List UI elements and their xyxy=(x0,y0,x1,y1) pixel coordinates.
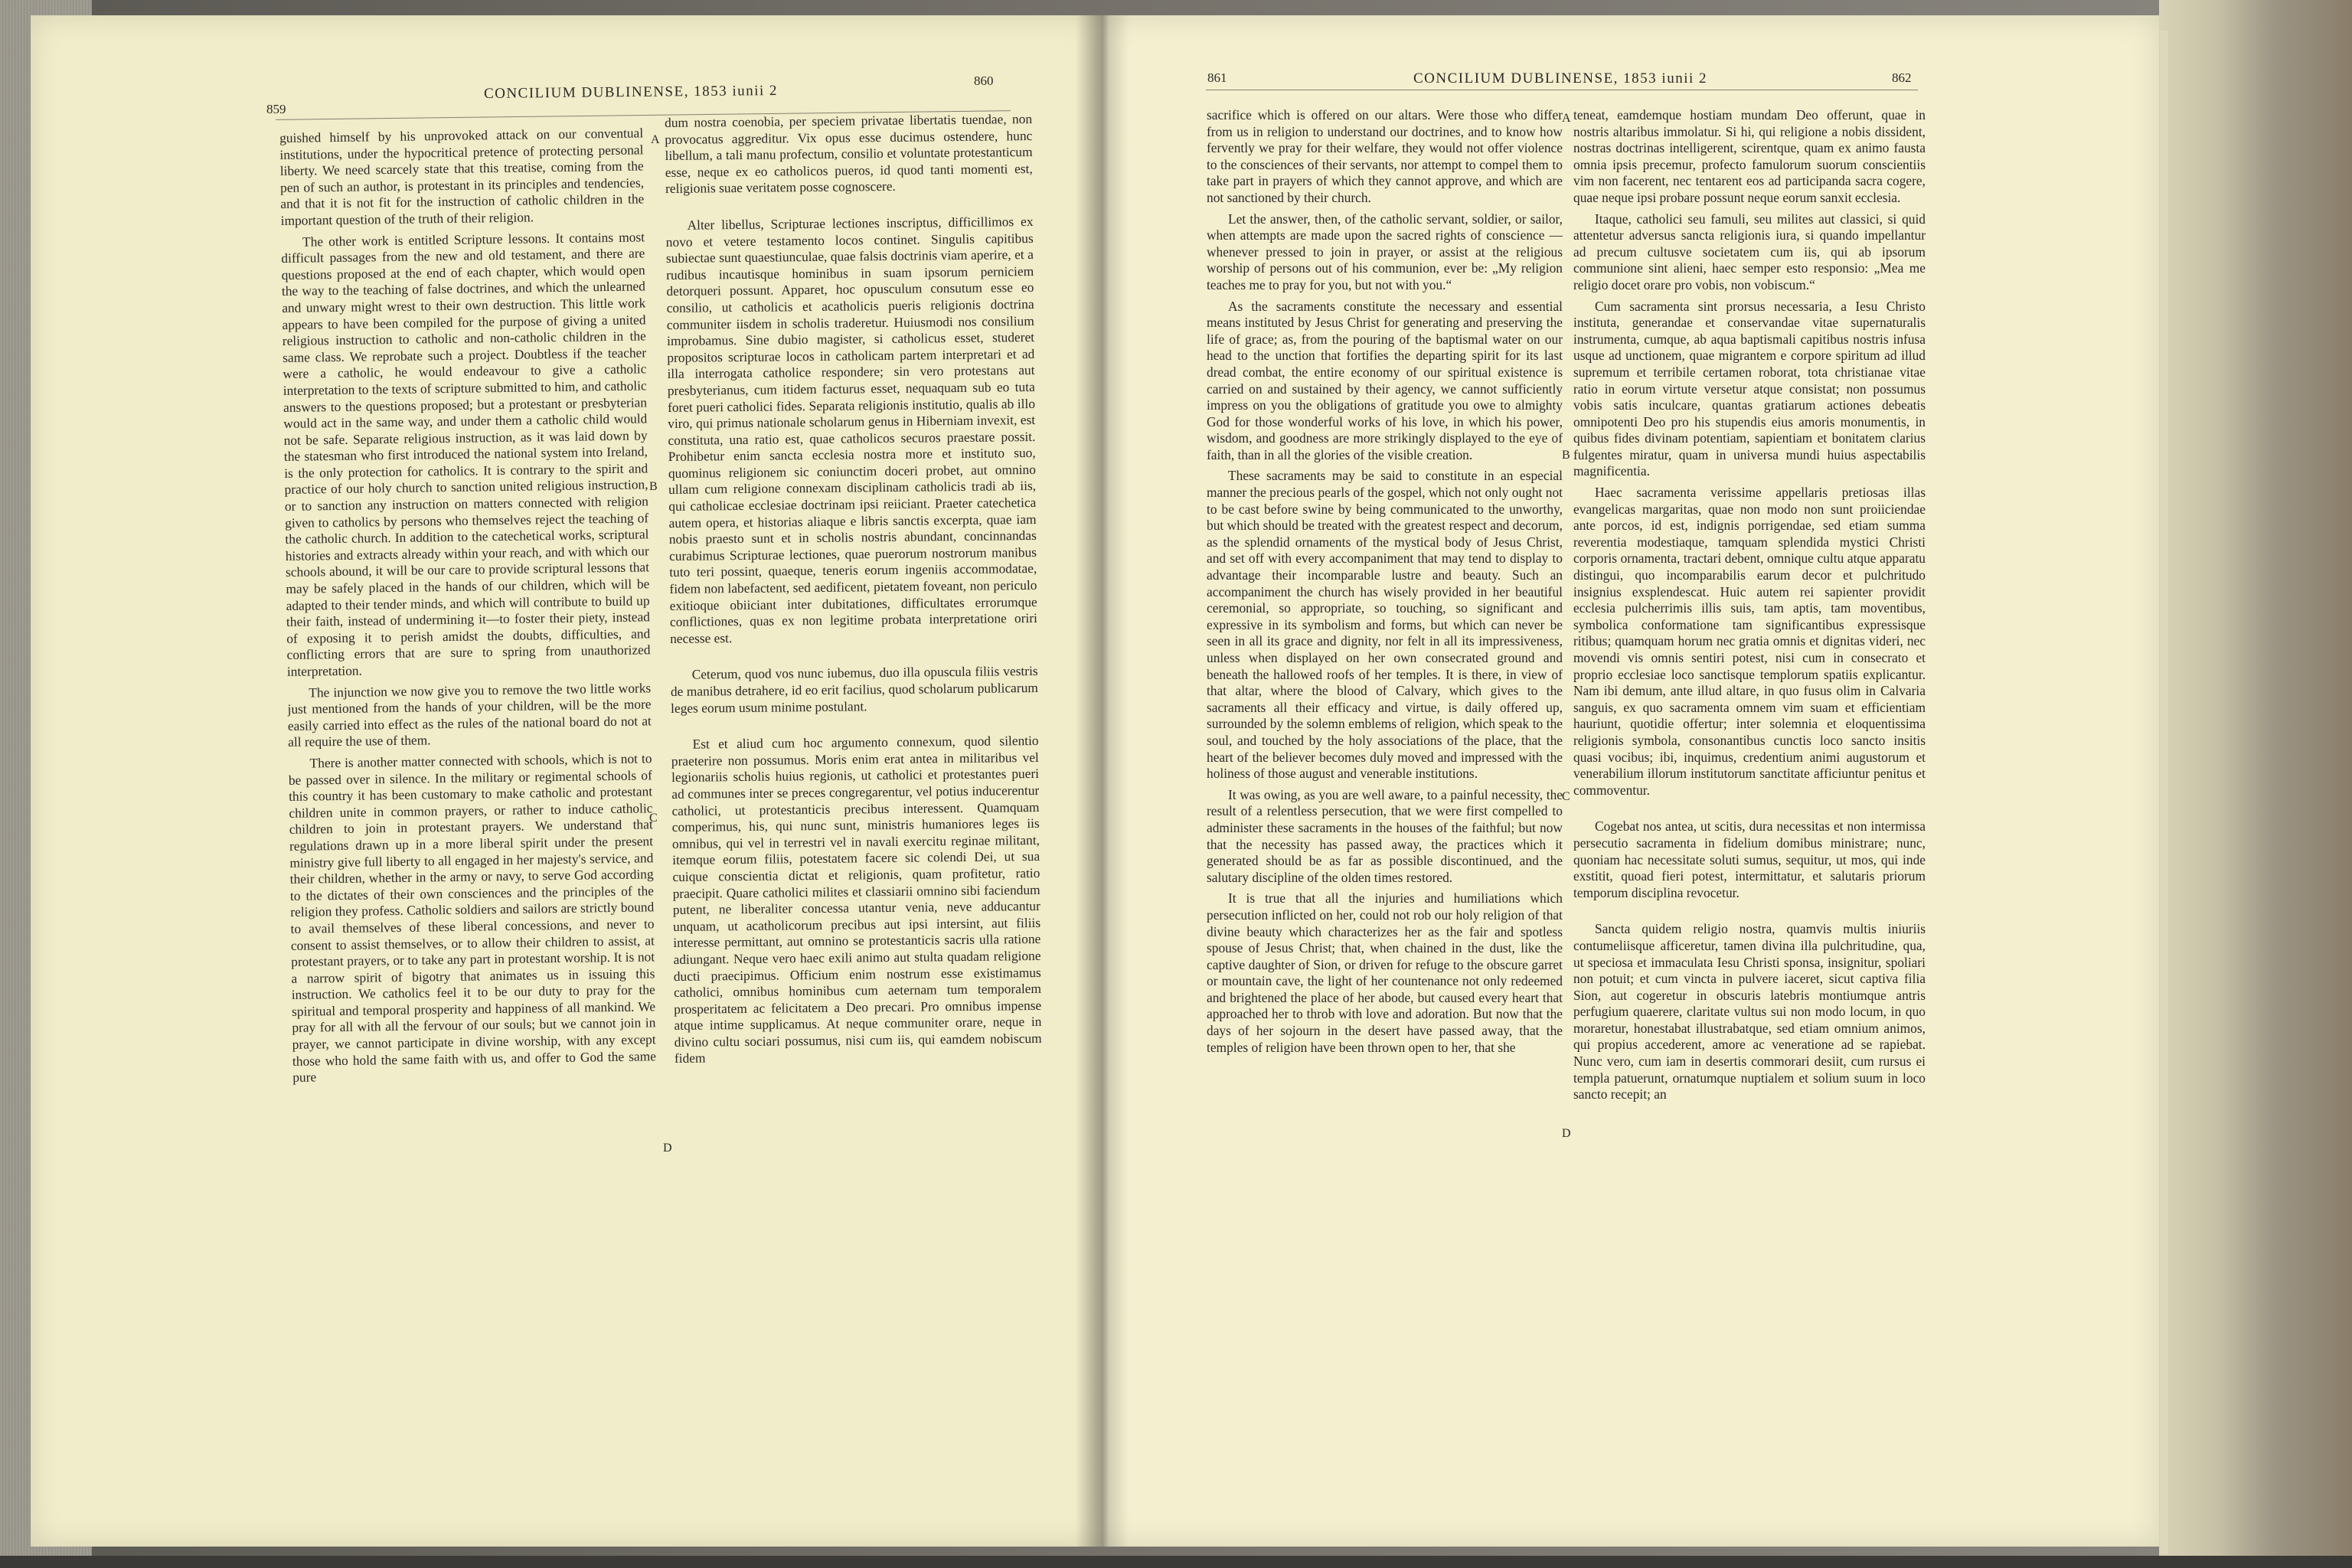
paragraph: It is true that all the injuries and humiliations which persecution inflicted on her, could not rob our holy religion of that divine beauty which characterizes her as the fair and spotless spouse of Jesus Christ; that, when chained in the dust, like the captive daughter of Sion, or driven for refuge to the obscure garret or mountain cave, the light of her countenance not only redeemed and brightened the place of her abode, but caused every heart that approached her to throb with love and adoration. But now that the days of her sojourn in the desert have passed away, that the temples of religion have been thrown open to her, that she xyxy=(1207,890,1563,1055)
right-english-column xyxy=(1207,107,1563,1501)
left-latin-column xyxy=(665,111,1047,1493)
paragraph: Haec sacramenta verissime appellaris pretiosas illas evangelicas margaritas, quae non modo non sunt proiiciendae ante porcos, id est, indignis porrigendae, sed etiam summa reverentia modestiaque, tamquam splendida mystici Christi corporis ornamenta, tractari debent, omnique cultu atque apparatu distingui, quo incomparabilis earum decor et pulchritudo insignius exsplendescat. Huic autem rei sapienter providit ecclesia pulcherrimis illis suis, tam aptis, tam moventibus, symbolica conformatione tam significantibus expressisque ritibus; quamquam horum nec gratia omnis et dignitas videri, nec movendi vis omnis sentiri potest, nisi cum in consecrato et proprio ecclesiae loco sanctisque templorum spatiis explicantur. Nam ibi demum, ante illud altare, in quo fusus olim in Calvaria sanguis, ex quo sacramenta omnem vim suam et efficientiam hauriunt, quotidie offertur; inter solemnia et eloquentissima religionis symbola, consonantibus cunctis loco sancto insitis quasi vocibus; ibi, inquimus, credentium animi augustorum et venerabilium illorum institutorum sanctitate afficiuntur penitus et commoventur. xyxy=(1573,485,1926,798)
page-number-861: 861 xyxy=(1207,70,1227,85)
page-number-859: 859 xyxy=(266,102,286,116)
table-edge xyxy=(0,1556,2352,1568)
page-number-862: 862 xyxy=(1892,70,1912,85)
paragraph: dum nostra coenobia, per speciem privatae libertatis tuendae, non provocatus aggreditur. Vix opus esse ducimus ostendere, hunc libellum, a tali manu profectum, consilio et voluntate protestanticum esse, neque ex eo catholicos pueros, id quod tanti momenti est, religionis suae veritatem posse cognoscere. xyxy=(665,110,1033,197)
right-latin-column xyxy=(1573,107,1926,1501)
right-page-stack xyxy=(2159,0,2352,1568)
paragraph: Sancta quidem religio nostra, quamvis multis iniuriis contumeliisque afficeretur, tamen divina illa pulchritudine, qua, ut speciosa et immaculata Iesu Christi sponsa, insignitur, spoliari non potuit; et cum vincta in pulvere iaceret, sicut captiva filia Sion, aut cogeretur in obscuris latebris montiumque antris perfugium quaerere, claritate vultus sui non modo locum, in quo moraretur, honestabat illustrabatque, sed etiam omnium animos, qui propius accederent, amore ac veneratione ad se rapiebat. Nunc vero, cum iam in desertis commorari desiit, cum rursus ei templa patuerunt, ornatumque nuptialem et solium suum in loco sancto recepit; an xyxy=(1573,921,1926,1102)
margin-marker-a: A xyxy=(651,133,660,146)
paragraph: The other work is entitled Scripture lessons. It contains most difficult passages from the new and old testament, and there are questions proposed at the end of each chapter, which would open the way to the teaching of false doctrines, and which the unlearned and unwary might wrest to their own destruction. This little work appears to have been compiled for the purpose of giving a united religious instruction to catholic and non-catholic children in the same class. We reprobate such a project. Doubtless if the teacher were a catholic, he would endeavour to give a catholic interpretation to the texts of scripture submitted to him, and catholic answers to the questions proposed; but a protestant or presbyterian would act in the same way, and under them a catholic child would not be safe. Separate religious instruction, as it was laid down by the statesman who first introduced the national system into Ireland, is the only protection for catholics. It is contrary to the spirit and practice of our holy church to sanction united religious instruction, or to sanction any instruction on matters connected with religion given to catholics by persons who themselves reject the teaching of the catholic church. In addition to the catechetical works, scriptural histories and extracts already within your reach, and with which our schools abound, it will be our care to provide scriptural lessons that may be safely placed in the hands of our children, which will be adapted to their tender minds, and which will contribute to build up their faith, instead of undermining it—to foster their piety, instead of exposing it to perish amidst the doubts, difficulties, and conflicting errors that are sure to spring from unauthorized interpretation. xyxy=(281,228,651,679)
paragraph: Cum sacramenta sint prorsus necessaria, a Iesu Christo instituta, generandae et conservandae vitae supernaturalis instrumenta, cumque, ab aqua baptismali capitibus nostris infusa usque ad unctionem, quae migrantem e corpore spiritum ad illud supremum et terribile certamen roborat, tota christianae vitae ratio in eorum virtute versetur atque consistat; non possumus vobis satis inculcare, quantas gratiarum actiones debeatis omnipotenti Deo pro his stupendis eius amoris monumentis, in quibus fides divinam potentiam, sapientiam et bonitatem clarius fulgentes miratur, quam in universa mundi huius aspectabilis magnificentia. xyxy=(1573,298,1926,479)
paragraph: Let the answer, then, of the catholic servant, soldier, or sailor, when attempts are made upon the sacred rights of conscience — whenever pressed to join in prayer, or assist at the religious worship of persons out of his communion, ever be: „My religion teaches me to pray for you, but not with you.“ xyxy=(1207,211,1563,292)
paragraph: Cogebat nos antea, ut scitis, dura necessitas et non intermissa persecutio sacramenta in fidelium domibus ministrare; nunc, quoniam hac necessitate soluti sumus, sequitur, ut mos, qui inde exstitit, quoad fieri potest, intermittatur, et salutaris priorum temporum disciplina revocetur. xyxy=(1573,818,1926,900)
running-head-left: CONCILIUM DUBLINENSE, 1853 iunii 2 xyxy=(483,82,779,103)
paragraph: guished himself by his unprovoked attack on our conventual institutions, under the hypocritical pretence of protecting personal liberty. We need scarcely state that this treatise, coming from the pen of such an author, is protestant in its principles and tendencies, and that it is not fit for the instruction of catholic children in the important question of the truth of their religion. xyxy=(279,125,645,228)
paragraph: These sacraments may be said to constitute in an especial manner the precious pearls of the gospel, which not only ought not to be cast before swine by being communicated to the unworthy, but which should be treated with the greatest respect and decorum, as the splendid ornaments of the mystical body of Jesus Christ, and set off with every accompaniment that may tend to display to advantage their incomparable lustre and beauty. Such an accompaniment the church has wisely provided in her beautiful ceremonial, so appropriate, so touching, so significant and expressive in its symbolism and forms, but which can never be seen in all its grace and dignity, nor felt in all its impressiveness, unless when displayed on her own consecrated ground and beneath the hallowed roofs of her temples. It is there, in view of that altar, where the blood of Calvary, which gives to the sacraments all their efficacy and virtue, is daily offered up, surrounded by the solemn emblems of religion, which speak to the soul, and touched by the holy associations of the place, that the heart of the believer becomes duly moved and impressed with the holiness of those august and venerable institutions. xyxy=(1207,468,1563,782)
margin-marker-b: B xyxy=(649,480,658,493)
margin-marker-c: C xyxy=(1562,790,1570,803)
paragraph: Alter libellus, Scripturae lectiones inscriptus, difficillimos ex novo et vetere testamento locos continet. Singulis capitibus subiectae sunt quaestiunculae, quae falsis doctrinis viam aperire, et a rudibus incautisque hominibus in suam ipsorum perniciem detorqueri possunt. Apparet, hoc opusculum consutum esse eo consilio, ut catholicis et acatholicis pueris religionis doctrina communiter iisdem in scholis traderetur. Huiusmodi nos consilium improbamus. Sine dubio magister, si catholicus esset, studeret propositos scripturae locos in catholicam partem interpretari et ad illa interrogata catholice respondere; sin vero protestans aut presbyterianus, cum itidem facturus esset, nequaquam sub eo tuta foret pueri catholici fides. Separata religionis institutio, qualis ab illo viro, qui primus nationale scholarum genus in Hiberniam invexit, est constituta, una ratio est, quae catholicos securos praestare possit. Prohibetur enim sancta ecclesia nostra more et instituto suo, quominus religionem sic coniunctim doceri probet, aut omnino ullam cum religione connexam disciplinam catholicis tradi ab iis, qui catholicae ecclesiae doctrinam ipsi reiiciant. Praeter catechetica autem opera, et historias aliaque e libris sanctis excerpta, quae iam nobis praesto sunt et in scholis nostris abundant, concinnandas curabimus Scripturae lectiones, quae puerorum nostrorum manibus tuto teri possint, quaeque, teneris eorum ingeniis accommodatae, fidem non labefactent, sed aedificent, pietatem foveant, non periculo exitioque obiiciant inter dubitationes, difficultates errorumque conflictiones, quas ex non legitime probata interpretatione oriri necesse est. xyxy=(665,213,1038,646)
page-number-860: 860 xyxy=(974,74,994,88)
margin-marker-d: D xyxy=(1562,1127,1571,1140)
margin-marker-d: D xyxy=(663,1142,672,1155)
margin-marker-b: B xyxy=(1562,449,1570,462)
book-gutter xyxy=(1076,15,1129,1547)
margin-marker-a: A xyxy=(1562,112,1571,125)
paragraph: It was owing, as you are well aware, to a painful necessity, the result of a relentless persecution, that we were first compelled to administer these sacraments in the houses of the faithful; but now that the necessity has passed away, the practices which it generated should be as far as possible discontinued, and the salutary discipline of the olden times restored. xyxy=(1207,786,1563,885)
paragraph: Itaque, catholici seu famuli, seu milites aut classici, si quid attentetur adversus sancta religionis iura, si quando impellantur ad precum cultusve societatem cum iis, qui ab ipsorum communione sint alieni, haec semper esto responsio: „Mea me religio docet orare pro vobis, non vobiscum.“ xyxy=(1573,211,1926,292)
paragraph: teneat, eamdemque hostiam mundam Deo offerunt, quae in nostris altaribus immolatur. Si hi, qui religione a nobis dissident, nostras doctrinas intelligerent, scirentque, quam ex animo fausta omnia ipsis precemur, profecto famulorum suorum conscientiis vim non facerent, nec tentarent eos ad participanda sacra cogere, quae neque ipsi probare possunt neque eorum sanxit ecclesia. xyxy=(1573,107,1926,205)
paragraph: There is another matter connected with schools, which is not to be passed over in silence. In the military or regimental schools of this country it has been customary to make catholic and protestant children unite in common prayers, or rather to induce catholic children to join in protestant prayers. We understand that regulations drawn up in a more liberal spirit under the present ministry give full liberty to all engaged in her majesty's service, and their children, whether in the army or navy, to serve God according to the dictates of their own consciences and the principles of the religion they profess. Catholic soldiers and sailors are strictly bound to avail themselves of these liberal concessions, and never to consent to assist themselves, or to allow their children to assist, at protestant prayers, or to take any part in protestant worship. It is not a narrow spirit of bigotry that animates us in issuing this instruction. We catholics feel it to be our duty to pray for the spiritual and temporal prosperity and happiness of all mankind. We pray for all with all the fervour of our souls; but we cannot join in prayer, we cannot participate in divine worship, with any except those who hold the same faith with us, and offer to God the same pure xyxy=(288,750,657,1086)
margin-marker-c: C xyxy=(649,812,658,825)
paragraph: Ceterum, quod vos nunc iubemus, duo illa opuscula filiis vestris de manibus detrahere, id eo erit facilius, quod scholarum publicarum leges eorum usum minime postulant. xyxy=(670,663,1038,716)
running-head-right: CONCILIUM DUBLINENSE, 1853 iunii 2 xyxy=(1413,70,1708,87)
left-english-column xyxy=(279,125,662,1508)
paragraph: sacrifice which is offered on our altars. Were those who differ from us in religion to understand our doctrines, and to know how fervently we pray for their welfare, they would not offer violence to the consciences of their servants, nor attempt to compel them to take part in prayers of which they cannot approve, and which are not sanctioned by their church. xyxy=(1207,107,1563,205)
paragraph: Est et aliud cum hoc argumento connexum, quod silentio praeterire non possumus. Moris enim erat antea in militaribus vel legionariis scholis huius regionis, ut catholici et protestantes pueri ad communes inter se preces congregarentur, vel potius inducerentur catholici, ut protestanticis precibus interessent. Quamquam comperimus, his, qui nunc sunt, ministris humaniores leges iis omnibus, qui vel in terrestri vel in navali exercitu reginae militant, itemque eorum filiis, potestatem facere sic colendi Dei, ut sua cuique conscientia dictat et religionis, quam profitetur, ratio praecipit. Quare catholici milites et classiarii omnino sibi faciendum putent, ne liberaliter concessa utantur venia, neve adducantur unquam, ut acatholicorum precibus aut ipsi intersint, aut filiis interesse permittant, aut omnino se protestanticis sacris ulla ratione adiungant. Neque vero haec exili animo aut stulta quadam religione ducti praecipimus. Officium enim nostrum esse existimamus catholici, omnibus hominibus cum aeternam tum temporalem prosperitatem ac felicitatem a Deo precari. Pro omnibus impense atque intime supplicamus. At neque communiter orare, neque in divino cultu sociari possumus, nisi cum iis, qui eamdem nobiscum fidem xyxy=(671,733,1042,1067)
paragraph: As the sacraments constitute the necessary and essential means instituted by Jesus Christ for generating and preserving the life of grace; as, from the pouring of the baptismal water on our head to the unction that fortifies the departing spirit for its last dread combat, the entire economy of our spiritual existence is carried on and sustained by their agency, we cannot sufficiently impress on you the obligations of gratitude you owe to almighty God for those wonderful works of his love, in which his power, wisdom, and goodness are more strikingly displayed to the eye of faith, than in all the glories of the visible creation. xyxy=(1207,298,1563,462)
paragraph: The injunction we now give you to remove the two little works just mentioned from the hands of your children, will be the more easily carried into effect as the rules of the national board do not at all require the use of them. xyxy=(287,679,652,750)
